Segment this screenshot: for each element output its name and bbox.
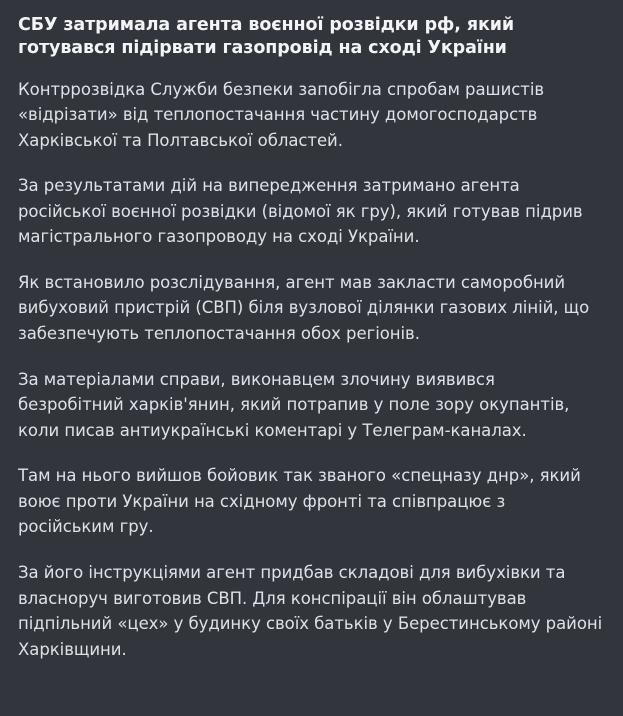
post-paragraph: За матеріалами справи, виконавцем злочину виявився безробітний харків'янин, який потрапив у поле зору окупантів, коли писав антиукраїнські коментарі у Телеграм-каналах. bbox=[18, 369, 570, 440]
post-title: СБУ затримала агента воєнної розвідки рф, який готувався підірвати газопровід на сході України bbox=[18, 15, 515, 59]
post-paragraph: Контррозвідка Служби безпеки запобігла спробам рашистів «відрізати» від теплопостачання частину домогосподарств Харківської та Полтавської областей. bbox=[18, 79, 545, 150]
post-body bbox=[18, 77, 605, 663]
post-paragraph: За результатами дій на випередження затримано агента російської воєнної розвідки (відомої як гру), який готував підрив магістрального газопроводу на сході України. bbox=[18, 176, 583, 247]
post-paragraph: Як встановило розслідування, агент мав закласти саморобний вибуховий пристрій (СВП) біля вузлової ділянки газових ліній, що забезпечують теплопостачання обох регіонів. bbox=[18, 272, 590, 344]
post-paragraph: Там на нього вийшов бойовик так званого «спецназу днр», який воює проти України на східному фронті та співпрацює з російським гру. bbox=[18, 466, 581, 537]
post-paragraph: За його інструкціями агент придбав складові для вибухівки та власноруч виготовив СВП. Для конспірації він облаштував підпільний «цех» у будинку своїх батьків у Берестинському районі Харківщини. bbox=[18, 562, 603, 659]
